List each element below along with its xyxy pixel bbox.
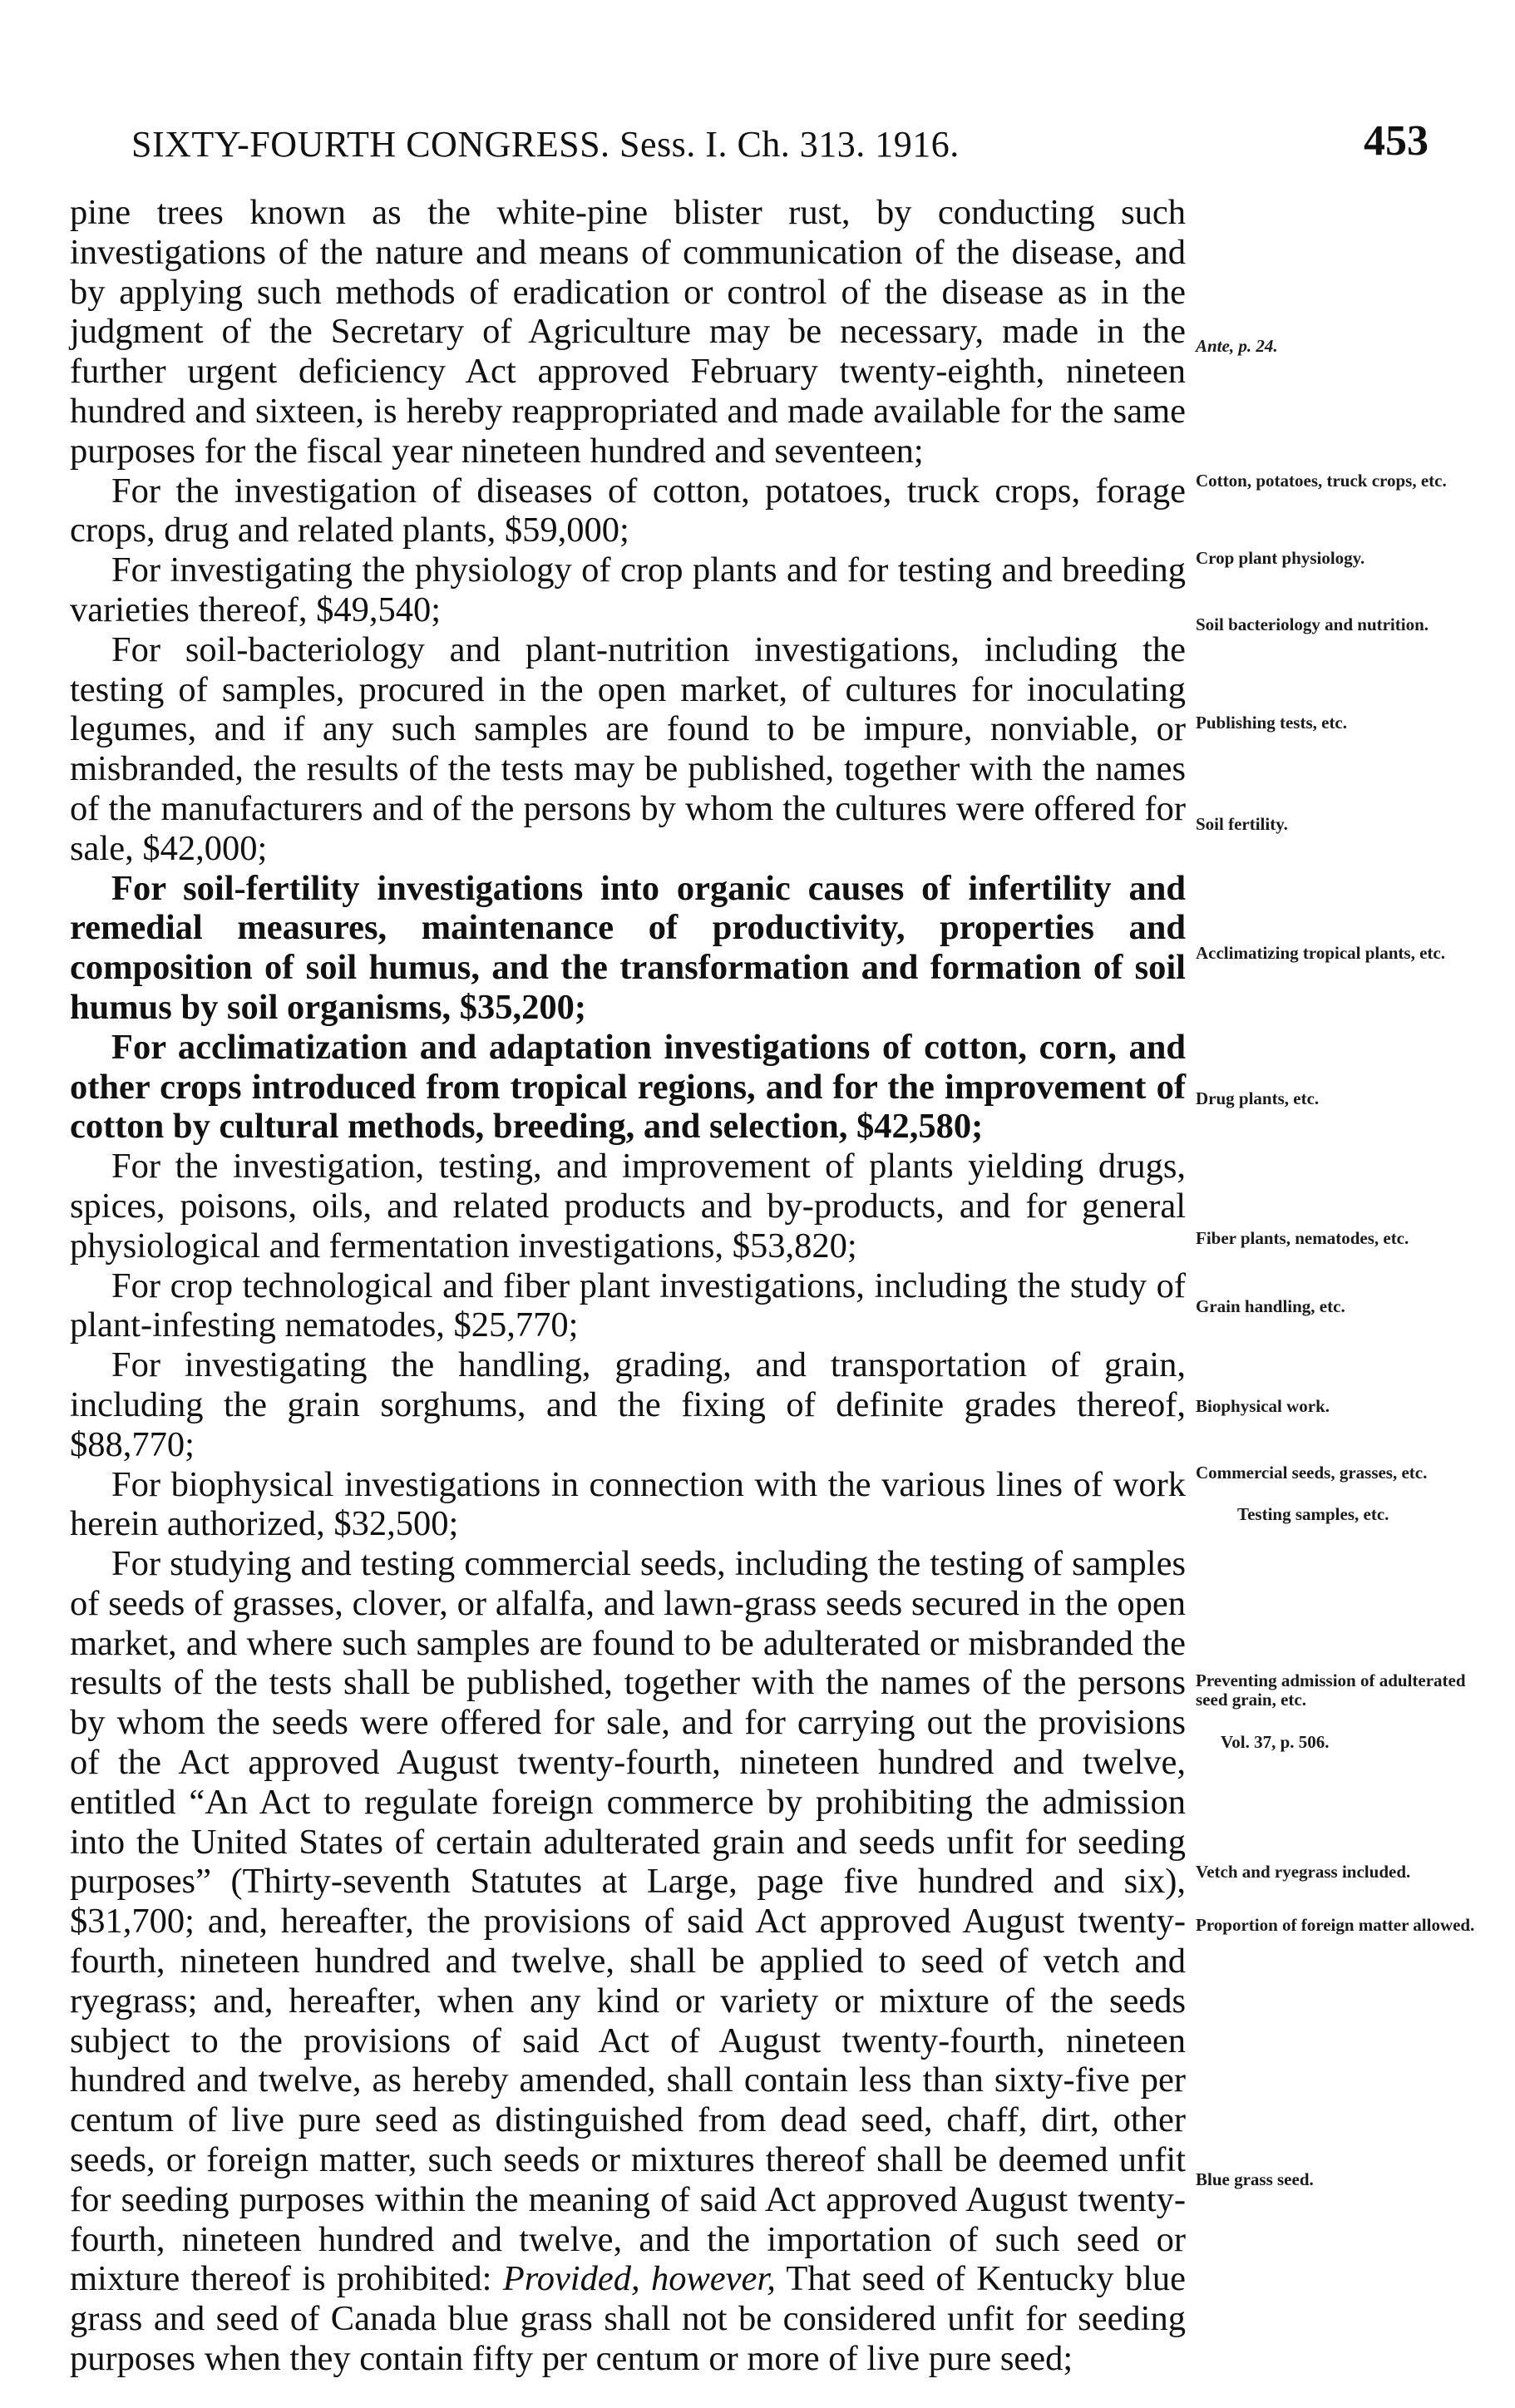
margin-note-publishing-tests: Publishing tests, etc.: [1196, 713, 1348, 733]
margin-note-biophysical: Biophysical work.: [1196, 1396, 1330, 1416]
margin-note-blue-grass: Blue grass seed.: [1196, 2169, 1314, 2189]
margin-note-soil-fertility: Soil fertility.: [1196, 814, 1288, 834]
margin-note-ante-text: Ante, p. 24.: [1196, 336, 1278, 356]
margin-note-acclimatizing: Acclimatizing tropical plants, etc.: [1196, 943, 1445, 963]
paragraph-fiber-plants: For crop technological and fiber plant investigations, including the study of plant-infesting nematodes, $25,770;: [70, 1266, 1186, 1345]
margin-note-soil-bacteriology: Soil bacteriology and nutrition.: [1196, 614, 1429, 634]
paragraph-soil-bacteriology: For soil-bacteriology and plant-nutrition investigations, including the testing of samples, procured in the open market, of cultures for inoculating legumes, and if any such samples are found to be impure, nonviable, or misbranded, the results of the tests may be published, together with the names of the manufacturers and of the persons by whom the cultures were offered for sale, $42,000;: [70, 629, 1186, 868]
margin-note-preventing-admission: Preventing admission of adulterated seed grain, etc.: [1196, 1670, 1466, 1710]
margin-note-testing-samples: Testing samples, etc.: [1237, 1504, 1389, 1524]
proviso-text: That seed of Kentucky blue grass and seed of Canada blue grass shall not be considered unfit for seeding purposes when they contain fifty per centum or more of live pure seed;: [70, 2259, 1186, 2379]
running-head: SIXTY-FOURTH CONGRESS. Sess. I. Ch. 313. 1916.: [131, 124, 960, 165]
paragraph-cotton-diseases: For the investigation of diseases of cotton, potatoes, truck crops, forage crops, drug and related plants, $59,000;: [70, 471, 1186, 550]
paragraph-white-pine: pine trees known as the white-pine blister rust, by conducting such investigations of the nature and means of communication of the disease, and by applying such methods of eradication or control of the disease as in the judgment of the Secretary of Agriculture may be necessary, made in the further urgent deficiency Act approved February twenty-eighth, nineteen hundred and sixteen, is hereby reappropriated and made available for the same purposes for the fiscal year nineteen hundred and seventeen;: [70, 193, 1186, 471]
margin-note-grain-handling: Grain handling, etc.: [1196, 1296, 1345, 1316]
margin-note-cotton: Cotton, potatoes, truck crops, etc.: [1196, 471, 1447, 491]
margin-note-vetch-ryegrass: Vetch and ryegrass included.: [1196, 1862, 1411, 1882]
seeds-text: For studying and testing commercial seeds, including the testing of samples of seeds of grasses, clover, or alfalfa, and lawn-grass seeds secured in the open market, and where such samples are found to be adulterated or misbranded the results of the tests shall be published, together with the names of the persons by whom the seeds were offered for sale, and for carrying out the provisions of the Act approved August twenty-fourth, nineteen hundred and twelve, entitled “An Act to regulate foreign commerce by prohibiting the admission into the United States of certain adulterated grain and seeds unfit for seeding purposes” (Thirty-seventh Statutes at Large, page five hundred and six), $31,700; and, hereafter, the provisions of said Act approved August twenty-fourth, nineteen hundred and twelve, shall be applied to seed of vetch and ryegrass; and, hereafter, when any kind or variety or mixture of the seeds subject to the provisions of said Act of August twenty-fourth, nineteen hundred and twelve, as hereby amended, shall contain less than sixty-five per centum of live pure seed as distinguished from dead seed, chaff, dirt, other seeds, or foreign matter, such seeds or mixtures thereof shall be deemed unfit for seeding purposes within the meaning of said Act approved August twenty-fourth, nineteen hundred and twelve, and the importation of such seed or mixture thereof is prohibited:: [70, 1544, 1186, 2299]
margin-note-crop-physiology: Crop plant physiology.: [1196, 548, 1365, 568]
proviso-label: Provided, however,: [502, 2259, 776, 2299]
margin-note-drug-plants: Drug plants, etc.: [1196, 1088, 1320, 1108]
paragraph-grain-handling: For investigating the handling, grading, and transportation of grain, including the grain sorghums, and the fixing of definite grades thereof, $88,770;: [70, 1345, 1186, 1464]
paragraph-crop-physiology: For investigating the physiology of crop plants and for testing and breeding varieties thereof, $49,540;: [70, 550, 1186, 629]
margin-note-fiber-plants: Fiber plants, nematodes, etc.: [1196, 1228, 1409, 1248]
paragraph-acclimatization: For acclimatization and adaptation investigations of cotton, corn, and other crops introduced from tropical regions, and for the improvement of cotton by cultural methods, breeding, and selection, $42,580;: [70, 1027, 1186, 1147]
page-header: [131, 116, 1429, 175]
statute-text: [70, 193, 1186, 2379]
paragraph-commercial-seeds: [70, 1544, 1186, 2379]
paragraph-drug-plants: For the investigation, testing, and improvement of plants yielding drugs, spices, poisons, oils, and related products and by-products, and for general physiological and fermentation investigations, $53,820;: [70, 1147, 1186, 1266]
margin-note-commercial-seeds: Commercial seeds, grasses, etc.: [1196, 1463, 1428, 1483]
margin-note-ante: [1196, 337, 1478, 356]
margin-note-vol-37: Vol. 37, p. 506.: [1221, 1732, 1330, 1752]
paragraph-biophysical: For biophysical investigations in connection with the various lines of work herein authorized, $32,500;: [70, 1464, 1186, 1544]
page-number: 453: [1364, 117, 1429, 165]
paragraph-soil-fertility: For soil-fertility investigations into organic causes of infertility and remedial measures, maintenance of productivity, properties and composition of soil humus, and the transformation and formation of soil humus by soil organisms, $35,200;: [70, 868, 1186, 1027]
margin-note-foreign-matter: Proportion of foreign matter allowed.: [1196, 1915, 1475, 1935]
